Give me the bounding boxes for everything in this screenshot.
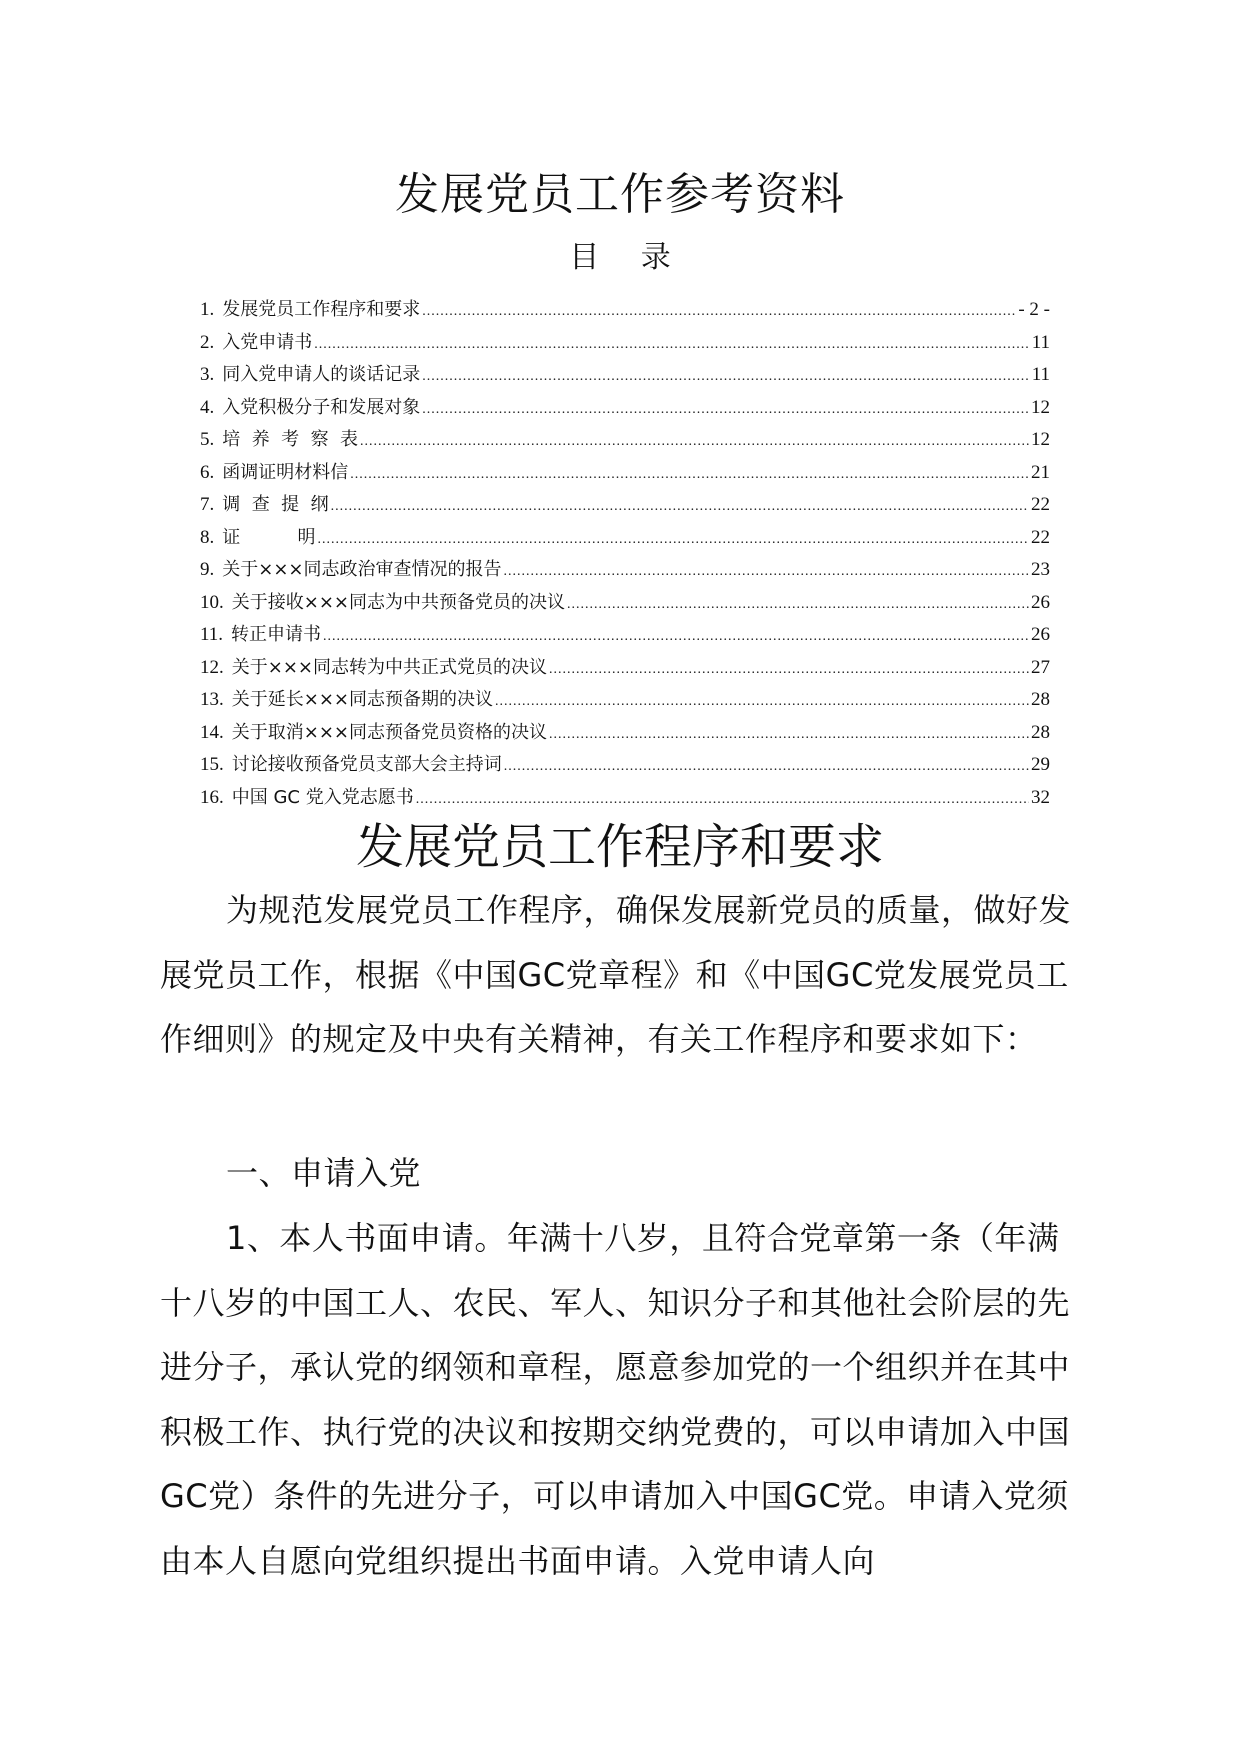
- toc-entry-number: 6.: [200, 461, 215, 483]
- toc-entry-number: 7.: [200, 494, 215, 515]
- toc-entry-title: 证 明: [222, 526, 316, 548]
- toc-entry-title: 关于×××同志转为中共正式党员的决议: [231, 656, 547, 678]
- toc-entry-number: 4.: [200, 396, 215, 418]
- toc-entry[interactable]: [200, 652, 1050, 685]
- toc-entry[interactable]: [200, 489, 1050, 522]
- toc-entry-title: 讨论接收预备党员支部大会主持词: [231, 754, 502, 775]
- toc-entry-page: 32: [1031, 786, 1050, 808]
- toc-entry-title: 关于延长×××同志预备期的决议: [231, 689, 493, 710]
- section-heading: 一、申请入党: [226, 1154, 422, 1192]
- toc-heading: 目 录: [569, 240, 687, 275]
- toc-entry-page: 28: [1031, 689, 1050, 710]
- toc-entry-title: 转正申请书: [231, 624, 322, 645]
- toc-entry-number: 11.: [200, 624, 224, 645]
- toc-entry-number: 8.: [200, 526, 215, 548]
- toc-dot-leader: [504, 556, 1030, 588]
- toc-entry[interactable]: [200, 392, 1050, 425]
- intro-paragraph: 为规范发展党员工作程序，确保发展新党员的质量，做好发展党员工作，根据《中国GC党章程》和《中国GC党发展党员工作细则》的规定及中央有关精神，有关工作程序和要求如下：: [160, 891, 1072, 1058]
- toc-entry-page: 11: [1031, 331, 1050, 353]
- toc-entry-title: 调 查 提 纲: [222, 494, 329, 515]
- toc-dot-leader: [495, 686, 1029, 718]
- body-paragraph: 1、本人书面申请。年满十八岁，且符合党章第一条（年满十八岁的中国工人、农民、军人、知识分子和其他社会阶层的先进分子，承认党的纲领和章程，愿意参加党的一个组织并在其中积极工作、执行党的决议和按期交纳党费的，可以申请加入中国GC党）条件的先进分子，可以申请加入中国GC党。申请入党须由本人自愿向党组织提出书面申请。入党申请人向: [160, 1219, 1071, 1580]
- toc-entry-page: - 2 -: [1018, 299, 1050, 320]
- toc-entry[interactable]: [200, 424, 1050, 457]
- toc-entry[interactable]: [200, 782, 1050, 815]
- section-title: 发展党员工作程序和要求: [355, 819, 884, 875]
- toc-entry-page: 11: [1031, 364, 1050, 385]
- toc-dot-leader: [350, 459, 1029, 491]
- toc-dot-leader: [422, 296, 1016, 328]
- toc-entry-title: 中国 GC 党入党志愿书: [231, 786, 414, 808]
- toc-dot-leader: [422, 394, 1029, 426]
- toc-entry-number: 12.: [200, 656, 224, 678]
- toc-entry-title: 发展党员工作程序和要求: [222, 299, 421, 320]
- toc-dot-leader: [567, 589, 1029, 621]
- toc-entry-number: 13.: [200, 689, 224, 710]
- toc-dot-leader: [317, 524, 1029, 556]
- toc-dot-leader: [323, 621, 1029, 653]
- toc-entry-page: 28: [1031, 721, 1050, 743]
- toc-entry-title: 函调证明材料信: [222, 461, 349, 483]
- toc-entry-page: 29: [1031, 754, 1050, 775]
- toc-dot-leader: [549, 654, 1029, 686]
- toc-dot-leader: [360, 426, 1029, 458]
- toc-dot-leader: [422, 361, 1029, 393]
- toc-entry-number: 10.: [200, 591, 224, 613]
- toc-entry[interactable]: [200, 522, 1050, 555]
- toc-entry[interactable]: [200, 749, 1050, 782]
- toc-entry-number: 2.: [200, 331, 215, 353]
- toc-entry[interactable]: [200, 717, 1050, 750]
- toc-entry-title: 关于×××同志政治审查情况的报告: [222, 559, 502, 580]
- toc-entry-title: 入党积极分子和发展对象: [222, 396, 421, 418]
- toc-entry-page: 22: [1031, 526, 1050, 548]
- toc-entry[interactable]: [200, 619, 1050, 652]
- toc-entry[interactable]: [200, 457, 1050, 490]
- toc-entry[interactable]: [200, 359, 1050, 392]
- toc-entry-number: 16.: [200, 786, 224, 808]
- toc-dot-leader: [504, 751, 1029, 783]
- toc-entry[interactable]: [200, 554, 1050, 587]
- toc-dot-leader: [416, 784, 1029, 816]
- toc-entry-number: 15.: [200, 754, 224, 775]
- toc-entry-page: 12: [1031, 429, 1050, 450]
- table-of-contents: [200, 294, 1050, 814]
- toc-entry-title: 培 养 考 察 表: [222, 429, 359, 450]
- toc-entry-page: 26: [1031, 591, 1050, 613]
- toc-dot-leader: [331, 491, 1029, 523]
- toc-entry-page: 27: [1031, 656, 1050, 678]
- toc-entry-title: 关于接收×××同志为中共预备党员的决议: [231, 591, 565, 613]
- toc-entry-number: 3.: [200, 364, 215, 385]
- toc-entry-page: 12: [1031, 396, 1050, 418]
- toc-entry[interactable]: [200, 294, 1050, 327]
- toc-entry-page: 26: [1031, 624, 1050, 645]
- toc-entry-page: 22: [1031, 494, 1050, 515]
- toc-entry[interactable]: [200, 327, 1050, 360]
- toc-entry-title: 同入党申请人的谈话记录: [222, 364, 421, 385]
- toc-entry-number: 5.: [200, 429, 215, 450]
- document-title: 发展党员工作参考资料: [395, 169, 845, 220]
- toc-entry-number: 14.: [200, 721, 224, 743]
- toc-entry-page: 21: [1031, 461, 1050, 483]
- toc-entry-title: 入党申请书: [222, 331, 313, 353]
- toc-dot-leader: [314, 329, 1029, 361]
- toc-entry-title: 关于取消×××同志预备党员资格的决议: [231, 721, 547, 743]
- toc-dot-leader: [549, 719, 1029, 751]
- toc-entry-number: 1.: [200, 299, 215, 320]
- toc-entry-page: 23: [1031, 559, 1050, 580]
- toc-entry[interactable]: [200, 684, 1050, 717]
- toc-entry-number: 9.: [200, 559, 215, 580]
- toc-entry[interactable]: [200, 587, 1050, 620]
